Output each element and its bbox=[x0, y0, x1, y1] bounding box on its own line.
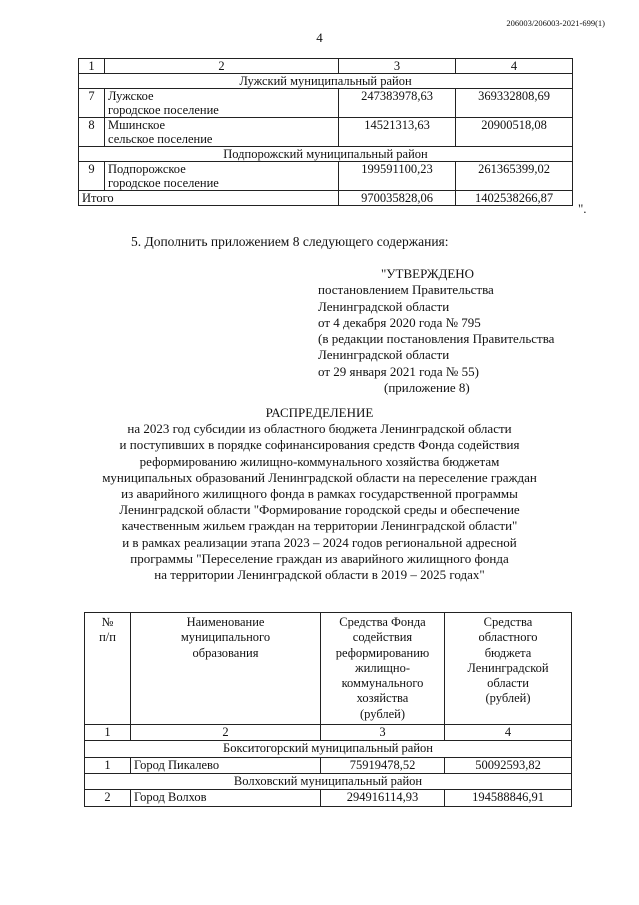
header-line: областного bbox=[478, 630, 538, 645]
approval-line: от 4 декабря 2020 года № 795 bbox=[318, 314, 481, 330]
row-number: 1 bbox=[85, 757, 131, 773]
approval-line: (приложение 8) bbox=[384, 380, 470, 396]
district-row bbox=[79, 74, 573, 89]
table-header-row bbox=[79, 59, 573, 74]
table-row bbox=[79, 118, 573, 147]
row-number: 2 bbox=[85, 790, 131, 806]
header-line: муниципального bbox=[180, 630, 271, 645]
table-row bbox=[85, 790, 572, 806]
header-regional bbox=[445, 613, 572, 725]
header-fund bbox=[321, 613, 445, 725]
approval-line: "УТВЕРЖДЕНО bbox=[381, 266, 475, 281]
approval-line: постановлением Правительства bbox=[318, 282, 494, 298]
approval-block bbox=[318, 266, 554, 396]
distribution-line: и поступивших в порядке софинансирования средств Фонда содействия bbox=[119, 437, 520, 453]
fund-amount: 75919478,52 bbox=[321, 757, 445, 773]
header-line: хозяйства bbox=[356, 691, 409, 706]
regional-amount: 261365399,02 bbox=[456, 162, 573, 191]
item-5-text: 5. Дополнить приложением 8 следующего содержания: bbox=[131, 234, 449, 249]
approval-line: (в редакции постановления Правительства bbox=[318, 331, 555, 347]
distribution-line: качественным жильем граждан на территории Ленинградской области" bbox=[121, 518, 518, 534]
page-number: 4 bbox=[316, 30, 323, 45]
district-name: Лужский муниципальный район bbox=[79, 74, 573, 89]
municipality-name bbox=[105, 89, 339, 118]
approval-line: от 29 января 2021 года № 55) bbox=[318, 363, 479, 379]
distribution-line: на 2023 год субсидии из областного бюджета Ленинградской области bbox=[127, 421, 512, 437]
header-line: Средства Фонда bbox=[339, 615, 426, 629]
municipality-name bbox=[105, 118, 339, 147]
district-row bbox=[85, 741, 572, 757]
total-fund-amount: 970035828,06 bbox=[339, 191, 456, 206]
district-row bbox=[79, 147, 573, 162]
regional-amount: 20900518,08 bbox=[456, 118, 573, 147]
fund-amount: 294916114,93 bbox=[321, 790, 445, 806]
header-line: № bbox=[101, 615, 114, 629]
table-row bbox=[85, 757, 572, 773]
regional-amount: 369332808,69 bbox=[456, 89, 573, 118]
district-name: Подпорожский муниципальный район bbox=[79, 147, 573, 162]
total-row bbox=[79, 191, 573, 206]
distribution-table bbox=[84, 612, 572, 807]
name-line: городское поселение bbox=[108, 103, 219, 117]
column-number: 2 bbox=[131, 725, 321, 741]
approval-line: Ленинградской области bbox=[318, 298, 450, 314]
district-name: Бокситогорский муниципальный район bbox=[85, 741, 572, 757]
municipality-name bbox=[105, 162, 339, 191]
name-line: Лужское bbox=[108, 89, 154, 103]
header-line: (рублей) bbox=[359, 706, 406, 721]
header-line: бюджета bbox=[484, 645, 532, 660]
name-line: сельское поселение bbox=[108, 132, 213, 146]
header-line: п/п bbox=[99, 630, 116, 645]
distribution-line: муниципальных образований Ленинградской области на переселение граждан bbox=[102, 469, 537, 485]
distribution-line: Ленинградской области "Формирование городской среды и обеспечение bbox=[119, 502, 520, 518]
header-municipality bbox=[131, 613, 321, 725]
header-cell: 4 bbox=[456, 59, 573, 74]
distribution-title: РАСПРЕДЕЛЕНИЕ bbox=[265, 405, 374, 420]
distribution-line: на территории Ленинградской области в 2019 – 2025 годах" bbox=[154, 567, 485, 583]
document-id: 206003/206003-2021-699(1) bbox=[506, 18, 605, 28]
column-number: 3 bbox=[321, 725, 445, 741]
header-line: реформированию bbox=[335, 645, 430, 660]
header-line: области bbox=[487, 676, 529, 691]
name-line: Мшинское bbox=[108, 118, 166, 132]
continuation-table bbox=[78, 58, 573, 206]
distribution-heading bbox=[0, 405, 639, 583]
header-cell: 3 bbox=[339, 59, 456, 74]
name-line: Подпорожское bbox=[108, 162, 186, 176]
fund-amount: 14521313,63 bbox=[339, 118, 456, 147]
fund-amount: 199591100,23 bbox=[339, 162, 456, 191]
header-line: коммунального bbox=[341, 676, 424, 691]
table-row bbox=[79, 162, 573, 191]
distribution-line: и в рамках реализации этапа 2023 – 2024 годов региональной адресной bbox=[122, 534, 517, 550]
closing-quote: ". bbox=[578, 201, 587, 216]
header-line: Наименование bbox=[186, 615, 265, 629]
name-line: городское поселение bbox=[108, 176, 219, 190]
table-header-row bbox=[85, 613, 572, 725]
header-line: образования bbox=[192, 645, 259, 660]
header-cell: 1 bbox=[79, 59, 105, 74]
distribution-line: программы "Переселение граждан из аварийного жилищного фонда bbox=[130, 550, 509, 566]
distribution-line: реформированию жилищно-коммунального хозяйства бюджетам bbox=[139, 453, 500, 469]
header-line: Средства bbox=[483, 615, 533, 629]
regional-amount: 50092593,82 bbox=[445, 757, 572, 773]
header-line: (рублей) bbox=[485, 691, 531, 706]
column-number: 1 bbox=[85, 725, 131, 741]
municipality-name: Город Волхов bbox=[131, 790, 321, 806]
header-line: содействия bbox=[352, 630, 413, 645]
column-number-row bbox=[85, 725, 572, 741]
approval-line: Ленинградской области bbox=[318, 347, 450, 363]
total-regional-amount: 1402538266,87 bbox=[456, 191, 573, 206]
row-number: 9 bbox=[79, 162, 105, 191]
column-number: 4 bbox=[445, 725, 572, 741]
header-line: Ленинградской bbox=[467, 660, 549, 675]
distribution-line: из аварийного жилищного фонда в рамках государственной программы bbox=[121, 486, 518, 502]
table-row bbox=[79, 89, 573, 118]
header-number bbox=[85, 613, 131, 725]
header-cell: 2 bbox=[105, 59, 339, 74]
row-number: 8 bbox=[79, 118, 105, 147]
fund-amount: 247383978,63 bbox=[339, 89, 456, 118]
district-name: Волховский муниципальный район bbox=[85, 773, 572, 789]
row-number: 7 bbox=[79, 89, 105, 118]
district-row bbox=[85, 773, 572, 789]
municipality-name: Город Пикалево bbox=[131, 757, 321, 773]
total-label: Итого bbox=[79, 191, 339, 206]
regional-amount: 194588846,91 bbox=[445, 790, 572, 806]
header-line: жилищно- bbox=[355, 660, 410, 675]
